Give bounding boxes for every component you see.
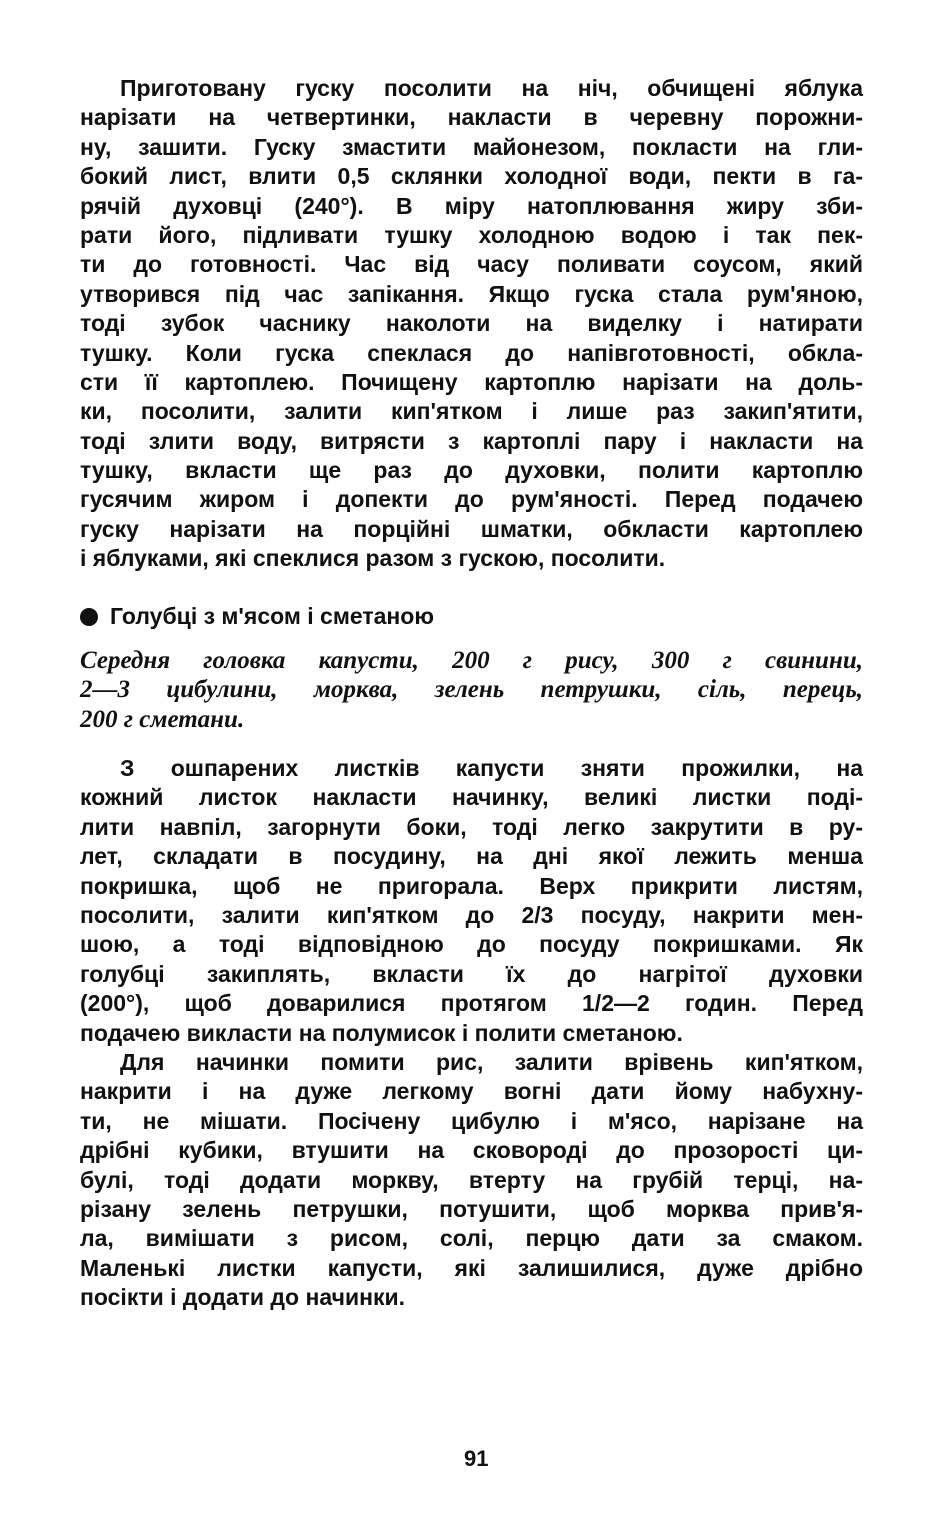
- text-line: кожний листок накласти начинку, великі листки поді-: [80, 784, 863, 811]
- recipe-heading: [80, 603, 434, 630]
- text-line: шою, а тоді відповідною до посуду покришками. Як: [80, 931, 863, 958]
- text-line: Для начинки помити рис, залити врівень кип'ятком,: [120, 1049, 863, 1075]
- text-line: (200°), щоб доварилися протягом 1/2—2 годин. Перед: [80, 990, 863, 1017]
- text-line: різану зелень петрушки, потушити, щоб морква прив'я-: [80, 1195, 863, 1222]
- text-line: ти, не мішати. Посічену цибулю і м'ясо, нарізане на: [80, 1107, 863, 1134]
- text-line: гуску нарізати на порційні шматки, обкласти картоплею: [80, 515, 863, 542]
- text-line: тушку. Коли гуска спеклася до напівготовності, обкла-: [80, 339, 863, 366]
- text-line: тоді зубок часнику наколоти на виделку і натирати: [80, 310, 863, 337]
- paragraph-preparation: [80, 754, 863, 1048]
- text-line: ну, зашити. Гуску змастити майонезом, покласти на гли-: [80, 133, 863, 160]
- text-line: утворився під час запікання. Якщо гуска стала рум'яною,: [80, 280, 863, 307]
- text-line: тоді злити воду, витрясти з картоплі пару і накласти на: [80, 427, 863, 454]
- text-line: сти її картоплею. Почищену картоплю нарізати на доль-: [80, 368, 863, 395]
- paragraph-filling: [80, 1048, 863, 1313]
- text-line: і яблуками, які спеклися разом з гускою, посолити.: [80, 545, 666, 572]
- text-line: лити навпіл, загорнути боки, тоді легко закрутити в ру-: [80, 813, 863, 840]
- text-line: лет, складати в посудину, на дні якої лежить менша: [80, 843, 863, 870]
- text-line: нарізати на четвертинки, накласти в черевну порожни-: [80, 104, 863, 131]
- text-line: ки, посолити, залити кип'ятком і лише раз закип'ятити,: [80, 398, 863, 425]
- page-number: 91: [464, 1446, 489, 1471]
- text-line: дрібні кубики, втушити на сковороді до прозорості ци-: [80, 1137, 863, 1164]
- text-line: голубці закиплять, вкласти їх до нагрітої духовки: [80, 960, 863, 987]
- text-line: Приготовану гуску посолити на ніч, обчищені яблука: [120, 75, 863, 101]
- text-line: гусячим жиром і допекти до рум'яності. Перед подачею: [80, 486, 863, 513]
- text-line: ла, вимішати з рисом, солі, перцю дати за смаком.: [80, 1225, 863, 1252]
- text-line: бокий лист, влити 0,5 склянки холодної води, пекти в га-: [80, 163, 863, 190]
- text-line: рячій духовці (240°). В міру натоплювання жиру зби-: [80, 192, 863, 219]
- text-line: ти до готовності. Час від часу поливати соусом, який: [80, 251, 863, 278]
- recipe-title: Голубці з м'ясом і сметаною: [110, 603, 434, 629]
- text-line: рати його, підливати тушку холодною водою і так пек-: [80, 221, 863, 248]
- text-line: 2—3 цибулини, морква, зелень петрушки, сіль, перець,: [80, 676, 863, 704]
- text-line: посікти і додати до начинки.: [80, 1284, 406, 1311]
- ingredients-list: [80, 646, 863, 734]
- text-line: булі, тоді додати моркву, втерту на грубій терці, на-: [80, 1166, 863, 1193]
- text-line: тушку, вкласти ще раз до духовки, полити картоплю: [80, 457, 863, 484]
- text-line: накрити і на дуже легкому вогні дати йому набухну-: [80, 1078, 863, 1105]
- text-line: подачею викласти на полумисок і полити сметаною.: [80, 1019, 683, 1046]
- text-line: З ошпарених листків капусти зняти прожилки, на: [120, 755, 863, 781]
- bullet-icon: [80, 608, 98, 626]
- paragraph-goose-recipe: [80, 74, 863, 574]
- text-line: Маленькі листки капусти, які залишилися, дуже дрібно: [80, 1254, 863, 1281]
- text-line: Середня головка капусти, 200 г рису, 300 г свинини,: [80, 647, 863, 674]
- text-line: 200 г сметани.: [80, 705, 245, 733]
- text-line: посолити, залити кип'ятком до 2/3 посуду, накрити мен-: [80, 901, 863, 928]
- text-line: покришка, щоб не пригорала. Верх прикрити листям,: [80, 872, 863, 899]
